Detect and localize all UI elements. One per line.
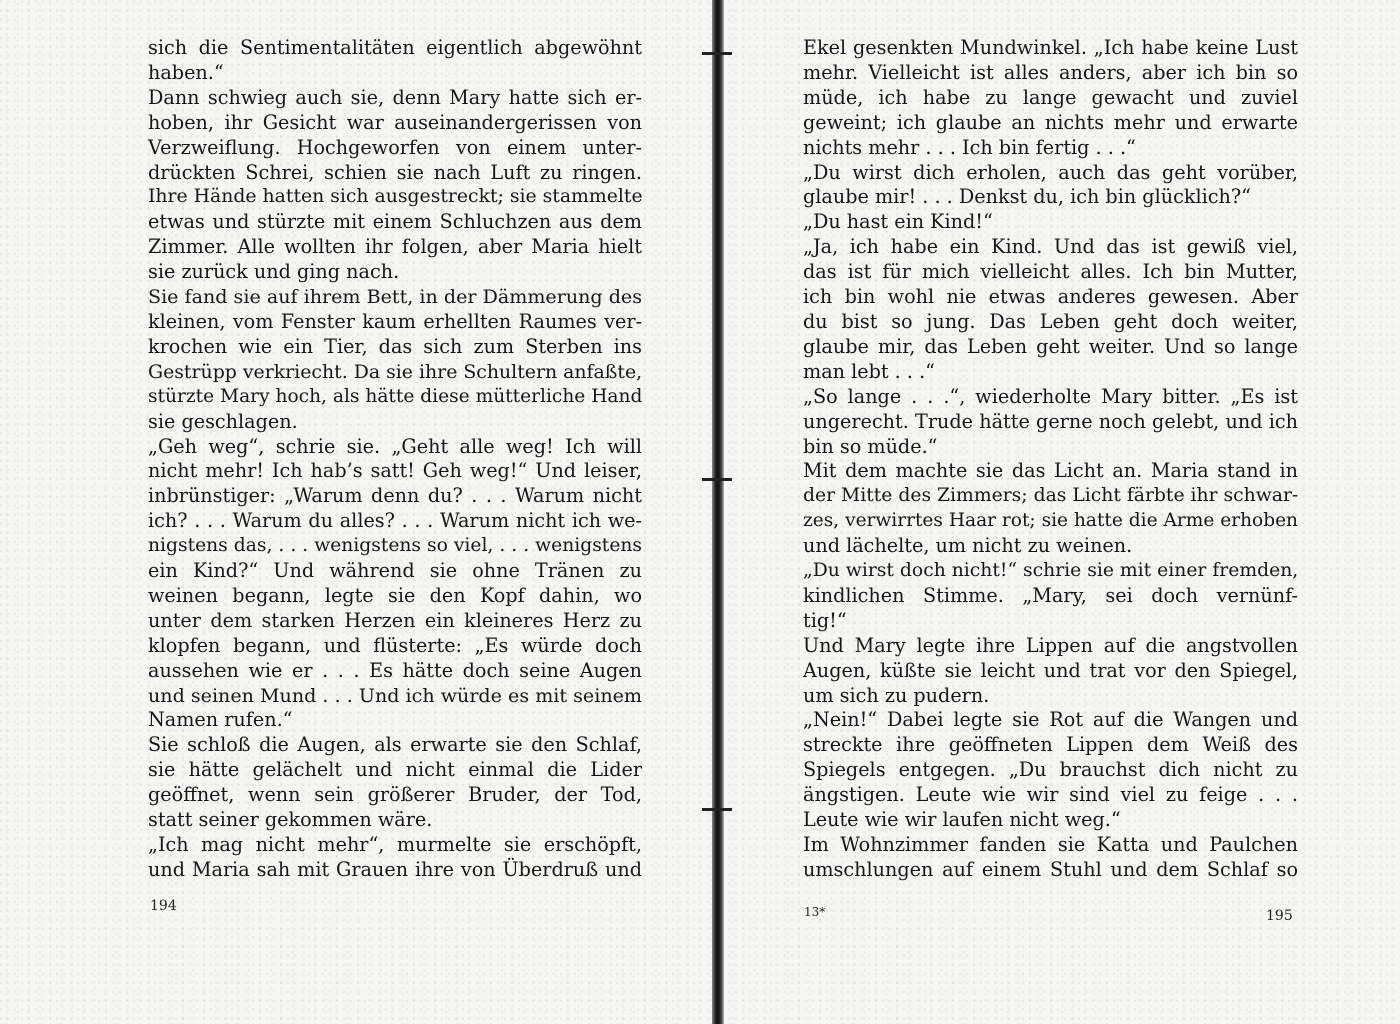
text-line: man lebt . . .“ [803, 359, 935, 383]
text-line: etwas und stürzte mit einem Schluchzen aus dem [148, 210, 642, 234]
text-line: Ihre Hände hatten sich ausgestreckt; sie stammelte [148, 186, 643, 208]
text-line: statt seiner gekommen wäre. [148, 808, 433, 832]
text-line: zes, verwirrtes Haar rot; sie hatte die Arme erhoben [803, 510, 1298, 532]
text-line: unter dem starken Herzen ein kleineres Herz zu [148, 608, 642, 632]
text-line: geweint; ich glaube an nichts mehr und erwarte [803, 110, 1298, 134]
text-line: Ekel gesenkten Mundwinkel. „Ich habe keine Lust [803, 36, 1298, 59]
text-line: aussehen wie er . . . Es hätte doch seine Augen [148, 658, 642, 682]
text-line: hoben, ihr Gesicht war auseinandergerissen von [148, 110, 642, 134]
text-line: nicht mehr! Ich hab’s satt! Geh weg!“ Und leiser, [148, 459, 642, 483]
text-line: nichts mehr . . . Ich bin fertig . . .“ [803, 135, 1136, 159]
text-line: mehr. Vielleicht ist alles anders, aber ich bin so [803, 60, 1298, 84]
text-line: umschlungen auf einem Stuhl und dem Schlaf so [803, 857, 1298, 881]
text-line: glaube mir, das Leben geht weiter. Und so lange [803, 334, 1298, 358]
text-line: drückten Schrei, schien sie nach Luft zu ringen. [148, 160, 642, 184]
text-line: „Geh weg“, schrie sie. „Geht alle weg! Ich will [148, 434, 642, 458]
text-line: Gestrüpp verkriecht. Da sie ihre Schultern anfaßte, [148, 360, 643, 383]
text-line: sie hätte gelächelt und nicht einmal die Lider [148, 758, 642, 782]
text-line: „Du wirst doch nicht!“ schrie sie mit einer fremden, [803, 560, 1299, 582]
text-line: und seinen Mund . . . Und ich würde es mit seinem [148, 684, 642, 707]
text-line: ich? . . . Warum du alles? . . . Warum nicht ich we- [148, 509, 642, 533]
gutter-notch [702, 52, 732, 55]
text-line: Zimmer. Alle wollten ihr folgen, aber Maria hielt [148, 235, 642, 259]
text-line: nigstens das, . . . wenigstens so viel, . . . wenigstens [148, 535, 642, 557]
page-number-right: 195 [1266, 908, 1293, 924]
text-line: ich bin wohl nie etwas anderes gewesen. Aber [803, 285, 1298, 309]
left-page-text [148, 36, 642, 883]
gutter-notch [702, 478, 732, 481]
text-line: du bist so jung. Das Leben geht doch weiter, [803, 309, 1298, 333]
text-line: und Maria sah mit Grauen ihre von Überdruß und [148, 857, 642, 881]
text-line: glaube mir! . . . Denkst du, ich bin glücklich?“ [803, 185, 1251, 209]
text-line: ungerecht. Trude hätte gerne noch gelebt, und ich [803, 409, 1298, 433]
text-line: kleinen, vom Fenster kaum erhellten Raumes ver- [148, 309, 642, 333]
text-line: Verzweiflung. Hochgeworfen von einem unter- [148, 135, 642, 159]
text-line: haben.“ [148, 60, 224, 84]
text-line: Leute wie wir laufen nicht weg.“ [803, 808, 1121, 832]
text-line: streckte ihre geöffneten Lippen dem Weiß des [803, 733, 1298, 757]
text-line: sich die Sentimentalitäten eigentlich abgewöhnt [148, 36, 642, 59]
text-line: Und Mary legte ihre Lippen auf die angstvollen [803, 633, 1298, 657]
text-line: Namen rufen.“ [148, 708, 293, 732]
text-line: das ist für mich vielleicht alles. Ich bin Mutter, [803, 260, 1298, 284]
right-page-text [803, 36, 1298, 883]
book-gutter [712, 0, 724, 1024]
text-line: Mit dem machte sie das Licht an. Maria stand in [803, 459, 1298, 483]
text-line: „Ja, ich habe ein Kind. Und das ist gewiß viel, [803, 235, 1298, 259]
signature-mark: 13* [804, 905, 826, 919]
text-line: stürzte Mary hoch, als hätte diese mütterliche Hand [148, 385, 643, 407]
text-line: Dann schwieg auch sie, denn Mary hatte sich er- [148, 85, 642, 109]
text-line: „Nein!“ Dabei legte sie Rot auf die Wangen und [803, 708, 1298, 732]
text-line: „So lange . . .“, wiederholte Mary bitter. „Es ist [803, 384, 1298, 408]
text-line: geöffnet, wenn sein größerer Bruder, der Tod, [148, 783, 642, 807]
text-line: tig!“ [803, 608, 847, 632]
text-line: Sie schloß die Augen, als erwarte sie den Schlaf, [148, 733, 642, 757]
text-line: ängstigen. Leute wie wir sind viel zu feige . . . [803, 783, 1298, 807]
text-line: sie zurück und ging nach. [148, 260, 400, 284]
text-line: „Du hast ein Kind!“ [803, 210, 993, 234]
page-number-left: 194 [150, 898, 177, 914]
text-line: „Du wirst dich erholen, auch das geht vorüber, [803, 160, 1298, 184]
gutter-notch [702, 808, 732, 811]
text-line: sie geschlagen. [148, 409, 298, 433]
text-line: krochen wie ein Tier, das sich zum Sterben ins [148, 334, 642, 358]
text-line: bin so müde.“ [803, 434, 938, 458]
text-line: Augen, küßte sie leicht und trat vor den Spiegel, [803, 658, 1298, 682]
text-line: Spiegels entgegen. „Du brauchst dich nicht zu [803, 758, 1298, 782]
text-line: müde, ich habe zu lange gewacht und zuviel [803, 85, 1298, 109]
text-line: inbrünstiger: „Warum denn du? . . . Warum nicht [148, 484, 642, 508]
text-line: weinen begann, legte sie den Kopf dahin, wo [148, 583, 642, 607]
text-line: um sich zu pudern. [803, 683, 990, 707]
text-line: ein Kind?“ Und während sie ohne Tränen zu [148, 559, 642, 583]
text-line: „Ich mag nicht mehr“, murmelte sie erschöpft, [148, 833, 642, 856]
text-line: und lächelte, um nicht zu weinen. [803, 534, 1133, 558]
text-line: Im Wohnzimmer fanden sie Katta und Paulchen [803, 833, 1298, 856]
text-line: Sie fand sie auf ihrem Bett, in der Dämmerung des [148, 286, 642, 309]
text-line: klopfen begann, und flüsterte: „Es würde doch [148, 633, 642, 657]
text-line: der Mitte des Zimmers; das Licht färbte ihr schwar- [803, 485, 1299, 507]
text-line: kindlichen Stimme. „Mary, sei doch vernünf- [803, 583, 1298, 607]
